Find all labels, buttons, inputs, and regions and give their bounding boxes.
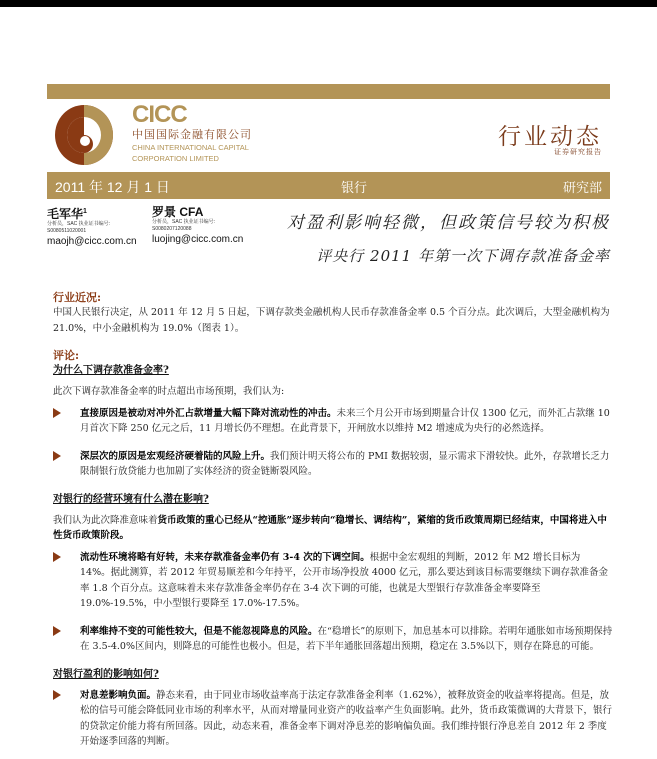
report-date: 2011 年 12 月 1 日: [55, 179, 170, 195]
headline: 对盈利影响轻微，但政策信号较为积极: [287, 213, 610, 233]
author-name: 罗景: [152, 205, 177, 219]
report-subtitle: 证券研究报告: [554, 148, 602, 156]
brand-name: CICC: [132, 101, 187, 128]
question-heading: 对银行盈利的影响如何?: [53, 668, 159, 680]
author-email[interactable]: maojh@cicc.com.cn: [47, 236, 137, 247]
header-gold-bar: [47, 84, 610, 99]
author-email[interactable]: luojing@cicc.com.cn: [152, 234, 244, 245]
section-title-industry: 行业近况:: [53, 291, 102, 304]
arrow-bullet-icon: [53, 552, 61, 562]
author-card: 罗景 CFA 分析员，SAC 执业证书编号: S0080207120088 luojing@cicc.com.cn: [152, 205, 244, 245]
arrow-bullet-icon: [53, 451, 61, 461]
arrow-bullet-icon: [53, 626, 61, 636]
company-name-en-2: CORPORATION LIMITED: [132, 154, 219, 163]
arrow-bullet-icon: [53, 408, 61, 418]
report-body: [53, 290, 613, 750]
section-title-comment: 评论:: [53, 349, 80, 362]
bullet-item: 对息差影响负面。静态来看，由于同业市场收益率高于法定存款准备金利率（1.62%），被释放资金的收益率将提高。但是，放松的信号可能会降低同业市场的利率水平，从而对增量同业资产的收益率产生负面影响。此外，货币政策微调的大背景下，银行的贷款定价能力将有所回落。因此，动态来看，准备金率下调对净息差的影响偏负面。我们维持银行净息差自 2012 年 2 季度开始逐季回落的判断。: [53, 688, 613, 750]
bullet-item: 深层次的原因是宏观经济硬着陆的风险上升。我们预计明天将公布的 PMI 数据较弱，显示需求下滑较快。此外，存款增长乏力限制银行放贷能力也加剧了实体经济的资金链断裂风险。: [53, 449, 613, 480]
arrow-bullet-icon: [53, 690, 61, 700]
industry-paragraph: 中国人民银行决定，从 2011 年 12 月 5 日起，下调存款类金融机构人民币存款准备金率 0.5 个百分点。此次调后，大型金融机构为 21.0%，中小金融机构为 19.0%（图表 1）。: [53, 307, 610, 334]
subheadline: 评央行 2011 年第一次下调存款准备金率: [316, 247, 610, 265]
company-name-en-1: CHINA INTERNATIONAL CAPITAL: [132, 143, 249, 152]
q2-intro: 我们认为此次降准意味着货币政策的重心已经从“控通胀”逐步转向“稳增长、调结构”，紧缩的货币政策周期已经结束，中国将进入中性货币政策阶段。: [53, 514, 607, 541]
question-heading: 为什么下调存款准备金率?: [53, 365, 169, 376]
cicc-logo-icon: [54, 104, 114, 166]
report-department: 研究部: [562, 181, 602, 196]
company-name-cn: 中国国际金融有限公司: [132, 128, 252, 141]
author-cert-no: S0080207120088: [152, 226, 192, 232]
info-bar: [47, 172, 610, 199]
bullet-item: 利率维持不变的可能性较大，但是不能忽视降息的风险。在“稳增长”的原则下，加息基本可以排除。若明年通胀如市场预期保持在 3.5-4.0%区间内，则降息的可能性也极小。但是，若下半年通胀回落超出预期，稳定在 3.5%以下，则存在降息的可能。: [53, 624, 613, 655]
q1-intro: 此次下调存款准备金率的时点超出市场预期，我们认为:: [53, 386, 285, 397]
author-card: 毛军华$^1$ 分析员，SAC 执业证书编号: S0080511020001 maojh@cicc.com.cn: [47, 207, 137, 247]
author-name: 毛军华: [47, 207, 84, 221]
question-heading: 对银行的经营环境有什么潜在影响?: [53, 493, 209, 505]
bullet-item: 流动性环境将略有好转，未来存款准备金率仍有 3-4 次的下调空间。根据中金宏观组的判断，2012 年 M2 增长目标为 14%。据此测算，若 2012 年贸易顺差和今年持平，公开市场净投放 4000 亿元，那么要达到该目标需要继续下调存款准备金率 1.8 个百分点。这意味着未来存款准备金率仍存在 3-4 次下调的可能，也就是大型银行存款准备金率要降至 19.0%-19.5%，中小型银行要降至 17.0%-17.5%。: [53, 550, 613, 612]
author-cert-no: S0080511020001: [47, 228, 87, 234]
top-black-bar: [0, 0, 657, 7]
author-cert-label: 分析员，SAC 执业证书编号:: [152, 219, 216, 225]
report-type: 行业动态: [498, 124, 602, 150]
author-cert-label: 分析员，SAC 执业证书编号:: [47, 221, 111, 227]
bullet-item: 直接原因是被动对冲外汇占款增量大幅下降对流动性的冲击。未来三个月公开市场到期量合计仅 1300 亿元，而外汇占款继 10 月首次下降 250 亿元之后，11 月增长仍不理想。在此背景下，开闸放水以维持 M2 增速成为央行的必然选择。: [53, 406, 613, 437]
brand-block: [132, 103, 252, 164]
report-sector: 银行: [341, 181, 368, 196]
